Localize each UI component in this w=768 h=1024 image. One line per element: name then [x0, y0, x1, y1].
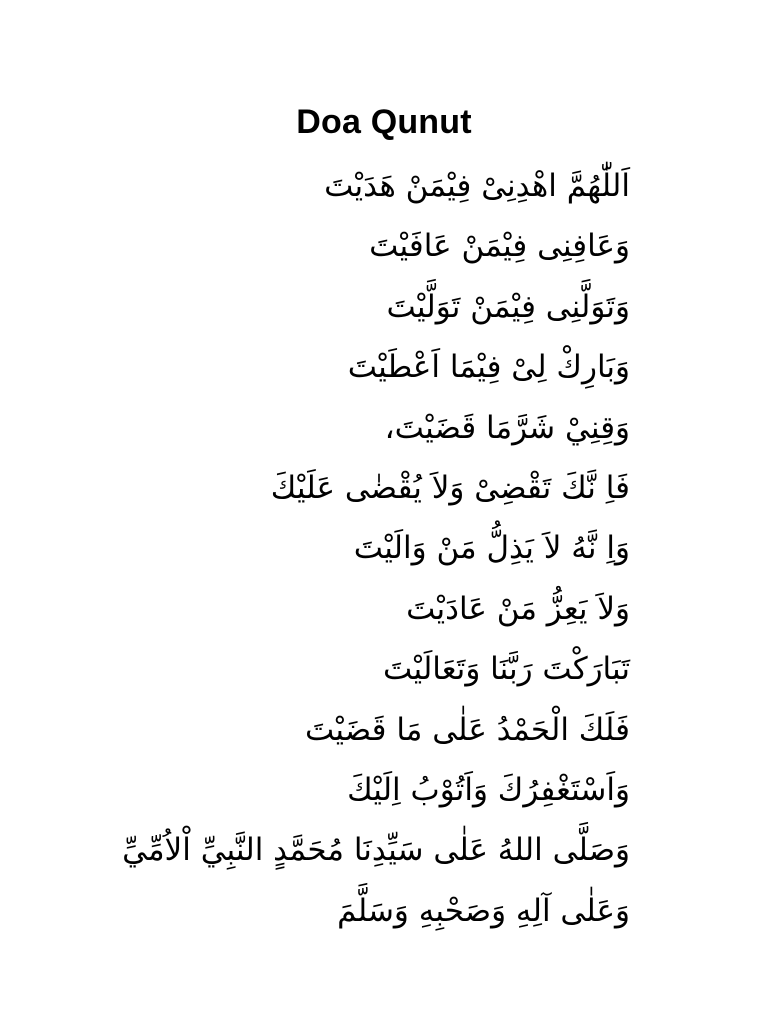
verse-line-10: فَلَكَ الْحَمْدُ عَلٰى مَا قَضَيْتَ [304, 711, 630, 748]
verse-line-6: فَاِ نَّكَ تَقْضِىْ وَلاَ يُقْضٰى عَلَيْكَ [270, 469, 630, 506]
verse-line-13: وَعَلٰى آلِهِ وَصَحْبِهِ وَسَلَّمَ [337, 892, 630, 929]
prayer-text [110, 156, 630, 941]
verse-line-3: وَتَوَلَّنِى فِيْمَنْ تَوَلَّيْتَ [386, 288, 630, 325]
verse-line-1: اَللّٰهُمَّ اهْدِنِىْ فِيْمَنْ هَدَيْتَ [324, 168, 630, 204]
verse-line-5: وَقِنِيْ شَرَّمَا قَضَيْتَ، [384, 409, 630, 446]
verse-line-7: وَاِ نَّهُ لاَ يَذِلُّ مَنْ وَالَيْتَ [353, 530, 630, 567]
verse-line-2: وَعَافِنِى فِيْمَنْ عَافَيْتَ [369, 228, 630, 265]
verse-line-8: وَلاَ يَعِزُّ مَنْ عَادَيْتَ [406, 590, 630, 627]
verse-line-12: وَصَلَّى اللهُ عَلٰى سَيِّدِنَا مُحَمَّدٍ النَّبِيِّ اْلاُمِّيِّ [122, 832, 630, 869]
verse-line-4: وَبَارِكْ لِىْ فِيْمَا اَعْطَيْتَ [347, 349, 630, 386]
page-title: Doa Qunut [296, 103, 472, 141]
verse-line-11: وَاَسْتَغْفِرُكَ وَاَتُوْبُ اِلَيْكَ [347, 771, 630, 808]
verse-line-9: تَبَارَكْتَ رَبَّنَا وَتَعَالَيْتَ [383, 651, 630, 688]
